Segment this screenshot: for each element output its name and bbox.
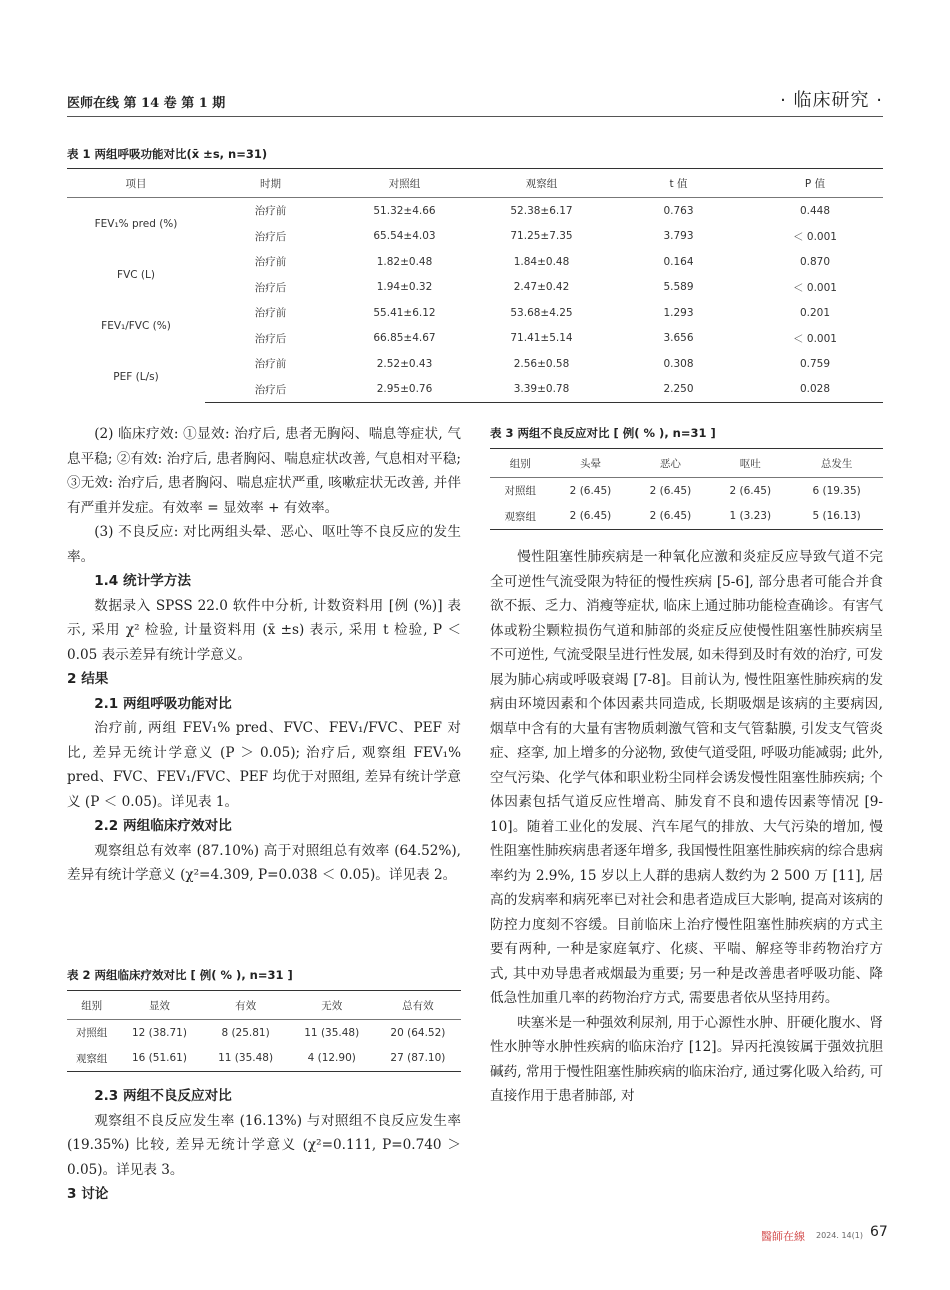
table-row: [67, 351, 883, 377]
column-header: 时期: [205, 169, 336, 198]
section-heading: 2.2 两组临床疗效对比: [94, 818, 232, 834]
column-header: t 值: [610, 169, 747, 198]
paragraph: 数据录入 SPSS 22.0 软件中分析, 计数资料用 [例 (%)] 表示, 采用 χ² 检验, 计量资料用 (x̄ ±s) 表示, 采用 t 检验, P ＜ 0.05 表示差异有统计学意义。: [67, 597, 461, 663]
table1: [67, 168, 883, 403]
table-cell: 0.759: [799, 357, 831, 370]
section-heading: 1.4 统计学方法: [94, 573, 191, 589]
column-header: P 值: [747, 169, 883, 198]
table-cell: 5 (16.13): [790, 504, 883, 530]
table-cell: 对照组: [504, 485, 536, 498]
table-cell: 55.41±6.12: [373, 306, 436, 319]
table-cell: 治疗后: [205, 377, 336, 403]
table-cell: ＜ 0.001: [793, 230, 837, 243]
table-cell: 2.52±0.43: [376, 357, 433, 370]
table-cell: 治疗后: [254, 332, 287, 345]
table-cell: ＜ 0.001: [793, 281, 837, 294]
paragraph: (2) 临床疗效: ①显效: 治疗后, 患者无胸闷、喘息等症状, 气息平稳; ②有效: 治疗后, 患者胸闷、喘息症状改善, 气息相对平稳; ③无效: 治疗后, 患者胸闷、喘息症状严重, 咳嗽症状无改善, 并伴有严重并发症。有效率 = 显效率 + 有效率。: [67, 426, 461, 516]
table-cell: 观察组: [490, 504, 551, 530]
table-cell: 3.793: [663, 230, 694, 243]
table-cell: 11 (35.48): [304, 1026, 360, 1039]
table-row: [67, 300, 883, 326]
column-header: 恶心: [630, 449, 710, 478]
table-cell: 4 (12.90): [289, 1046, 375, 1072]
table-cell: FVC (L): [117, 268, 155, 281]
table-cell: 52.38±6.17: [510, 204, 573, 217]
table3: [490, 448, 883, 530]
table-header-row: [67, 169, 883, 198]
table-cell: 0.164: [663, 255, 694, 268]
table-cell: 3.656: [663, 332, 694, 345]
left-column: [67, 422, 461, 888]
paragraph: 观察组总有效率 (87.10%) 高于对照组总有效率 (64.52%), 差异有统计学意义 (χ²=4.309, P=0.038 ＜ 0.05)。详见表 2。: [67, 842, 461, 883]
table-row: [67, 198, 883, 224]
issue-label: 2024. 14(1): [816, 1231, 863, 1240]
table-cell: 治疗前: [254, 256, 287, 269]
table-cell: 治疗前: [254, 205, 287, 218]
table-cell: 1.82±0.48: [376, 255, 433, 268]
column-header: 有效: [203, 991, 289, 1020]
table-cell: 53.68±4.25: [510, 306, 573, 319]
table-cell: 0.028: [747, 377, 883, 403]
page-number: 67: [870, 1224, 888, 1240]
column-header: 呕吐: [710, 449, 790, 478]
column-header: 头晕: [551, 449, 631, 478]
paragraph: 观察组不良反应发生率 (16.13%) 与对照组不良反应发生率 (19.35%) 比较, 差异无统计学意义 (χ²=0.111, P=0.740 ＞ 0.05)。详见表 3。: [67, 1112, 461, 1178]
table-cell: 5.589: [663, 281, 694, 294]
table-row: [67, 1046, 461, 1072]
table-cell: PEF (L/s): [113, 370, 159, 383]
section-label: · 临床研究 ·: [780, 90, 883, 111]
table-cell: 51.32±4.66: [373, 204, 436, 217]
column-header: 对照组: [336, 169, 473, 198]
table-cell: 2 (6.45): [569, 484, 612, 497]
table-cell: 对照组: [75, 1027, 108, 1040]
table-cell: 16 (51.61): [116, 1046, 202, 1072]
column-header: 组别: [67, 991, 116, 1020]
table-cell: 0.308: [663, 357, 694, 370]
table-cell: 2 (6.45): [551, 504, 631, 530]
table3-title: 表 3 两组不良反应对比 [ 例( % ), n=31 ]: [490, 426, 716, 440]
table-cell: 1.84±0.48: [513, 255, 570, 268]
table-cell: 2.56±0.58: [513, 357, 570, 370]
table-row: [67, 1020, 461, 1046]
table-cell: 8 (25.81): [221, 1026, 270, 1039]
table-cell: 0.448: [799, 204, 831, 217]
table-cell: 1 (3.23): [710, 504, 790, 530]
table-cell: 71.41±5.14: [510, 332, 573, 345]
table-cell: 11 (35.48): [203, 1046, 289, 1072]
table-cell: 0.870: [799, 255, 831, 268]
column-header: 组别: [490, 449, 551, 478]
table-cell: 治疗前: [254, 307, 287, 320]
table-cell: 2.95±0.76: [336, 377, 473, 403]
table-row: [67, 249, 883, 275]
table-cell: FEV₁/FVC (%): [101, 319, 171, 332]
table-cell: 治疗前: [254, 358, 287, 371]
column-header: 总有效: [375, 991, 461, 1020]
table-cell: 1.94±0.32: [376, 281, 433, 294]
table-cell: 66.85±4.67: [373, 332, 436, 345]
header-rule: [67, 116, 883, 117]
left-column-lower: [67, 1084, 461, 1207]
table-cell: 12 (38.71): [131, 1026, 187, 1039]
column-header: 无效: [289, 991, 375, 1020]
column-header: 观察组: [473, 169, 610, 198]
table-row: [490, 478, 883, 504]
paragraph: 慢性阻塞性肺疾病是一种氧化应激和炎症反应导致气道不完全可逆性气流受限为特征的慢性疾病 [5-6], 部分患者可能合并食欲不振、乏力、消瘦等症状, 临床上通过肺功能检查确诊。有害气体或粉尘颗粒损伤气道和肺部的炎症反应使慢性阻塞性肺疾病呈不可逆性, 气流受限呈进行性发展, 如未得到及时有效的治疗, 可发展为肺心病或呼吸衰竭 [7-8]。目前认为, 慢性阻塞性肺疾病的发病由环境因素和个体因素共同造成, 长期吸烟是该病的主要病因, 烟草中含有的大量有害物质刺激气管和支气管黏膜, 引发支气管炎症、痉挛, 加上增多的分泌物, 致使气道受阻, 呼吸功能减弱; 此外, 空气污染、化学气体和职业粉尘同样会诱发慢性阻塞性肺疾病; 个体因素包括气道反应性增高、肺发育不良和遗传因素等情况 [9-10]。随着工业化的发展、汽车尾气的排放、大气污染的增加, 慢性阻塞性肺疾病患者逐年增多, 我国慢性阻塞性肺疾病的综合患病率约为 2.9%, 15 岁以上人群的患病人数约为 2 500 万 [11], 居高的发病率和病死率已对社会和患者造成巨大影响, 提高对该病的防控力度刻不容缓。目前临床上治疗慢性阻塞性肺疾病的方式主要有两种, 一种是家庭氧疗、化痰、平喘、解痉等非药物治疗方式, 其中劝导患者戒烟最为重要; 另一种是改善患者呼吸功能、降低急性加重几率的药物治疗方式, 需要患者依从坚持用药。: [490, 549, 883, 1006]
table-cell: 20 (64.52): [390, 1026, 446, 1039]
table-cell: 治疗后: [254, 230, 287, 243]
section-heading: 3 讨论: [67, 1186, 109, 1202]
column-header: 项目: [67, 169, 205, 198]
table-cell: 71.25±7.35: [510, 230, 573, 243]
table-cell: FEV₁% pred (%): [94, 217, 178, 230]
table2-title: 表 2 两组临床疗效对比 [ 例( % ), n=31 ]: [67, 968, 293, 982]
table-cell: ＜ 0.001: [793, 332, 837, 345]
paragraph: 呋塞米是一种强效利尿剂, 用于心源性水肿、肝硬化腹水、肾性水肿等水肿性疾病的临床治疗 [12]。异丙托溴铵属于强效抗胆碱药, 常用于慢性阻塞性肺疾病的临床治疗, 通过雾化吸入给药, 可直接作用于患者肺部, 对: [490, 1014, 883, 1104]
right-column: [490, 545, 883, 1109]
table-cell: 2 (6.45): [630, 504, 710, 530]
column-header: 显效: [116, 991, 202, 1020]
table-cell: 65.54±4.03: [373, 230, 436, 243]
table-cell: 治疗后: [254, 281, 287, 294]
section-heading: 2 结果: [67, 671, 109, 687]
table-cell: 2 (6.45): [729, 484, 772, 497]
table-cell: 0.201: [799, 306, 831, 319]
table-cell: 27 (87.10): [375, 1046, 461, 1072]
paragraph: 治疗前, 两组 FEV₁% pred、FVC、FEV₁/FVC、PEF 对比, 差异无统计学意义 (P ＞ 0.05); 治疗后, 观察组 FEV₁% pred、FVC、FEV₁/FVC、PEF 均优于对照组, 差异有统计学意义 (P ＜ 0.05)。详见表 1。: [67, 720, 461, 810]
table-cell: 观察组: [67, 1046, 116, 1072]
journal-logo: 醫師在線: [761, 1230, 805, 1243]
table1-title: 表 1 两组呼吸功能对比(x̄ ±s, n=31): [67, 147, 268, 161]
paragraph: (3) 不良反应: 对比两组头晕、恶心、呕吐等不良反应的发生率。: [67, 524, 461, 565]
table-cell: 2.47±0.42: [513, 281, 570, 294]
table-header-row: [67, 991, 461, 1020]
section-heading: 2.3 两组不良反应对比: [94, 1088, 232, 1104]
table-cell: 6 (19.35): [812, 484, 861, 497]
table-cell: 3.39±0.78: [473, 377, 610, 403]
table2: [67, 990, 461, 1072]
table-header-row: [490, 449, 883, 478]
column-header: 总发生: [790, 449, 883, 478]
section-heading: 2.1 两组呼吸功能对比: [94, 695, 232, 712]
table-cell: 2.250: [610, 377, 747, 403]
table-row: [490, 504, 883, 530]
table-cell: 2 (6.45): [649, 484, 692, 497]
table-cell: 1.293: [663, 306, 694, 319]
journal-header: 医师在线 第 14 卷 第 1 期: [67, 96, 226, 111]
table-cell: 0.763: [663, 204, 694, 217]
